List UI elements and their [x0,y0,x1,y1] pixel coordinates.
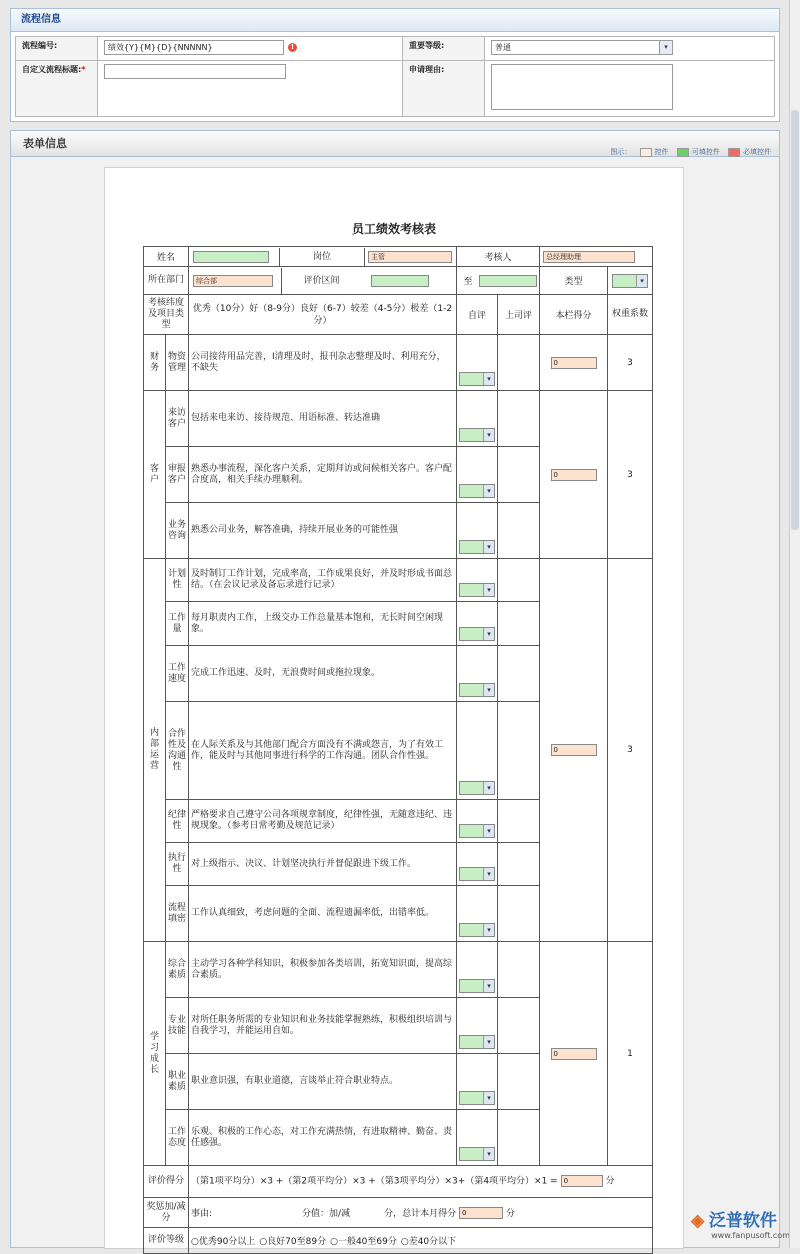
process-info-title: 流程信息 [10,8,780,32]
section-weight: 1 [608,942,653,1166]
chevron-down-icon[interactable]: ▾ [483,429,494,441]
chevron-down-icon[interactable]: ▾ [483,584,494,596]
priority-label: 重要等级: [403,37,485,61]
self-eval-select[interactable] [459,372,495,386]
superior-eval-cell[interactable] [498,559,540,602]
custom-title-field[interactable] [104,64,286,79]
section-score-field[interactable]: 0 [551,744,597,756]
self-eval-select[interactable] [459,1091,495,1105]
grade-radio[interactable]: ○ [191,1237,199,1247]
grade-radio[interactable]: ○ [330,1237,338,1247]
eval-formula: （第1项平均分）×3 +（第2项平均分）×3 +（第3项平均分）×3+（第4项平均分）×1 = [191,1177,558,1187]
form-info-panel [10,130,780,1248]
bonus-reason-label: 事由: [191,1209,212,1219]
grade-option-label: 良好70至89分 [267,1237,326,1247]
section-weight: 3 [608,559,653,942]
grade-option-label: 差40分以下 [409,1237,456,1247]
required-warning-icon: ! [288,43,297,52]
self-eval-select[interactable] [459,923,495,937]
chevron-down-icon[interactable]: ▾ [483,924,494,936]
item-criteria: 熟悉办事流程，深化客户关系，定期拜访或问候相关客户。客户配合度高，相关手续办理顺利。 [189,447,457,503]
bonus-unit: 分 [506,1209,515,1219]
superior-eval-cell[interactable] [498,886,540,942]
watermark [691,1206,790,1240]
section-score-field[interactable]: 0 [551,1048,597,1060]
superior-eval-cell[interactable] [498,503,540,559]
legend-label-control: 控件 [655,148,669,156]
self-eval-select[interactable] [459,1147,495,1161]
item-name: 计划性 [166,559,189,602]
form-info-title-text: 表单信息 [23,137,67,150]
item-criteria: 工作认真细致，考虑问题的全面、流程遗漏率低，出错率低。 [189,886,457,942]
section-name: 客户 [144,391,166,559]
assessor-field[interactable]: 总经理助理 [543,251,635,263]
item-name: 工作态度 [166,1110,189,1166]
item-name: 专业技能 [166,998,189,1054]
self-eval-select[interactable] [459,540,495,554]
self-eval-select[interactable] [459,867,495,881]
reason-textarea[interactable] [491,64,673,110]
assessor-label: 考核人 [457,247,540,267]
section-weight: 3 [608,391,653,559]
item-name: 执行性 [166,843,189,886]
superior-eval-cell[interactable] [498,800,540,843]
item-criteria: 熟悉公司业务，解答准确，持续开展业务的可能性强 [189,503,457,559]
superior-eval-cell[interactable] [498,335,540,391]
grade-radio[interactable]: ○ [259,1237,267,1247]
item-name: 工作量 [166,602,189,646]
legend [610,139,771,165]
chevron-down-icon[interactable]: ▾ [483,373,494,385]
chevron-down-icon[interactable]: ▾ [483,825,494,837]
name-label: 姓名 [144,247,189,267]
form-sheet [104,167,684,1249]
section-score-header: 本栏得分 [540,295,608,335]
chevron-down-icon[interactable]: ▾ [483,684,494,696]
logo-icon: ◈ [691,1211,704,1230]
superior-eval-cell[interactable] [498,391,540,447]
sheet-title: 员工绩效考核表 [105,220,683,237]
grade-option-label: 优秀90分以上 [199,1237,255,1247]
superior-eval-cell[interactable] [498,942,540,998]
self-eval-select[interactable] [459,824,495,838]
item-criteria: 对上级指示、决议、计划坚决执行并督促跟进下级工作。 [189,843,457,886]
period-end-field[interactable] [479,275,537,287]
superior-eval-cell[interactable] [498,1110,540,1166]
section-name: 内部运营 [144,559,166,942]
custom-title-label: 自定义流程标题: [22,65,81,74]
grade-radio[interactable]: ○ [401,1237,409,1247]
legend-label-fillable: 可填控件 [692,148,720,156]
chevron-down-icon[interactable]: ▾ [483,1148,494,1160]
section-weight: 3 [608,335,653,391]
item-criteria: 公司接待用品完善，I清理及时，报刊杂志整理及时、利用充分，不缺失 [189,335,457,391]
bonus-value-label: 分值：加/减 [302,1209,350,1219]
bonus-label: 奖惩加/减分 [144,1198,189,1228]
self-eval-select[interactable] [459,627,495,641]
eval-score-field[interactable]: 0 [561,1175,603,1187]
item-name: 审报客户 [166,447,189,503]
self-eval-select[interactable] [459,428,495,442]
scrollbar[interactable] [789,0,800,1248]
name-field[interactable] [193,251,269,263]
type-label: 类型 [540,267,608,295]
item-name: 工作速度 [166,646,189,702]
item-criteria: 每月职责内工作，上级交办工作总量基本饱和，无长时间空闲现象。 [189,602,457,646]
chevron-down-icon[interactable]: ▾ [483,868,494,880]
flow-no-label: 流程编号: [16,37,98,61]
appraisal-table [143,246,653,1254]
priority-value: 普通 [495,43,511,52]
required-mark: * [81,65,85,74]
item-name: 流程填密 [166,886,189,942]
bonus-total-label: 分，总计本月得分 [384,1209,456,1219]
legend-swatch-fillable [677,148,689,157]
scrollbar-thumb[interactable] [791,110,799,530]
process-info-panel [10,8,780,122]
type-select[interactable] [612,274,648,288]
eval-unit: 分 [605,1177,614,1187]
item-name: 综合素质 [166,942,189,998]
position-field[interactable]: 主管 [368,251,452,263]
item-criteria: 职业意识强，有职业道德，言谈举止符合职业特点。 [189,1054,457,1110]
reason-label: 申请理由: [403,61,485,117]
legend-swatch-required [728,148,740,157]
self-eval-select[interactable] [459,979,495,993]
section-name: 学习成长 [144,942,166,1166]
form-info-title [11,131,779,157]
legend-swatch-control [640,148,652,157]
grade-label: 评价等级 [144,1228,189,1254]
chevron-down-icon[interactable]: ▾ [483,485,494,497]
superior-eval-cell[interactable] [498,447,540,503]
period-start-field[interactable] [371,275,429,287]
section-name: 财务 [144,335,166,391]
eval-score-label: 评价得分 [144,1166,189,1198]
weight-header: 权重系数 [608,295,653,335]
self-eval-select[interactable] [459,1035,495,1049]
item-name: 业务咨询 [166,503,189,559]
item-criteria: 在人际关系及与其他部门配合方面没有不满或怨言，为了有效工作，能及时与其他同事进行科学的工作沟通。团队合作性强。 [189,702,457,800]
chevron-down-icon[interactable]: ▾ [636,275,647,287]
position-label: 岗位 [279,248,364,266]
dept-label: 所在部门 [144,267,189,295]
superior-eval-cell[interactable] [498,602,540,646]
item-criteria: 及时制订工作计划，完成率高，工作成果良好，并及时形成书面总结。（在会议记录及备忘录进行记录） [189,559,457,602]
scale-header: 优秀（10分）好（8-9分）良好（6-7）较差（4-5分）极差（1-2分） [189,295,457,335]
item-name: 物资管理 [166,335,189,391]
period-label: 评价区间 [281,268,361,294]
flow-no-field[interactable]: 绩效{Y}{M}{D}{NNNNN} [104,40,284,55]
section-score-field[interactable]: 0 [551,469,597,481]
item-criteria: 严格要求自己遵守公司各项规章制度，纪律性强，无随意违纪、违规现象。（参考日常考勤及规范记录） [189,800,457,843]
item-criteria: 乐观、积极的工作心态，对工作充满热情，有进取精神、勤奋、责任感强。 [189,1110,457,1166]
watermark-brand: 泛普软件 [709,1211,777,1230]
period-to-label: 至 [457,274,479,287]
superior-eval-header: 上司评 [498,295,540,335]
legend-prefix: 图示： [610,148,631,156]
chevron-down-icon[interactable]: ▾ [483,628,494,640]
chevron-down-icon[interactable]: ▾ [483,541,494,553]
superior-eval-cell[interactable] [498,646,540,702]
chevron-down-icon[interactable]: ▾ [483,980,494,992]
item-name: 来访客户 [166,391,189,447]
item-name: 合作性及沟通性 [166,702,189,800]
chevron-down-icon[interactable]: ▾ [483,782,494,794]
item-name: 纪律性 [166,800,189,843]
self-eval-select[interactable] [459,484,495,498]
section-score-field[interactable]: 0 [551,357,597,369]
grade-option-label: 一般40至69分 [338,1237,397,1247]
bonus-total-field[interactable]: 0 [459,1207,503,1219]
item-criteria: 主动学习各种学科知识，积极参加各类培训，拓宽知识面，提高综合素质。 [189,942,457,998]
item-criteria: 完成工作迅速、及时，无浪费时间或拖拉现象。 [189,646,457,702]
dept-field[interactable]: 综合部 [193,275,273,287]
self-eval-select[interactable] [459,583,495,597]
superior-eval-cell[interactable] [498,1054,540,1110]
priority-select[interactable] [491,40,673,55]
chevron-down-icon[interactable]: ▾ [483,1036,494,1048]
watermark-url: www.fanpusoft.com [711,1231,790,1240]
superior-eval-cell[interactable] [498,843,540,886]
superior-eval-cell[interactable] [498,998,540,1054]
chevron-down-icon[interactable]: ▾ [659,41,672,54]
item-name: 职业素质 [166,1054,189,1110]
superior-eval-cell[interactable] [498,702,540,800]
self-eval-select[interactable] [459,781,495,795]
self-eval-select[interactable] [459,683,495,697]
chevron-down-icon[interactable]: ▾ [483,1092,494,1104]
item-criteria: 对所任职务所需的专业知识和业务技能掌握熟练，积极组织培训与自我学习，并能运用自如。 [189,998,457,1054]
item-criteria: 包括来电来访、接待规范、用语标准、转达准确 [189,391,457,447]
legend-label-required: 必填控件 [743,148,771,156]
self-eval-header: 自评 [457,295,498,335]
dim-header: 考核纬度及项目类型 [144,295,189,335]
